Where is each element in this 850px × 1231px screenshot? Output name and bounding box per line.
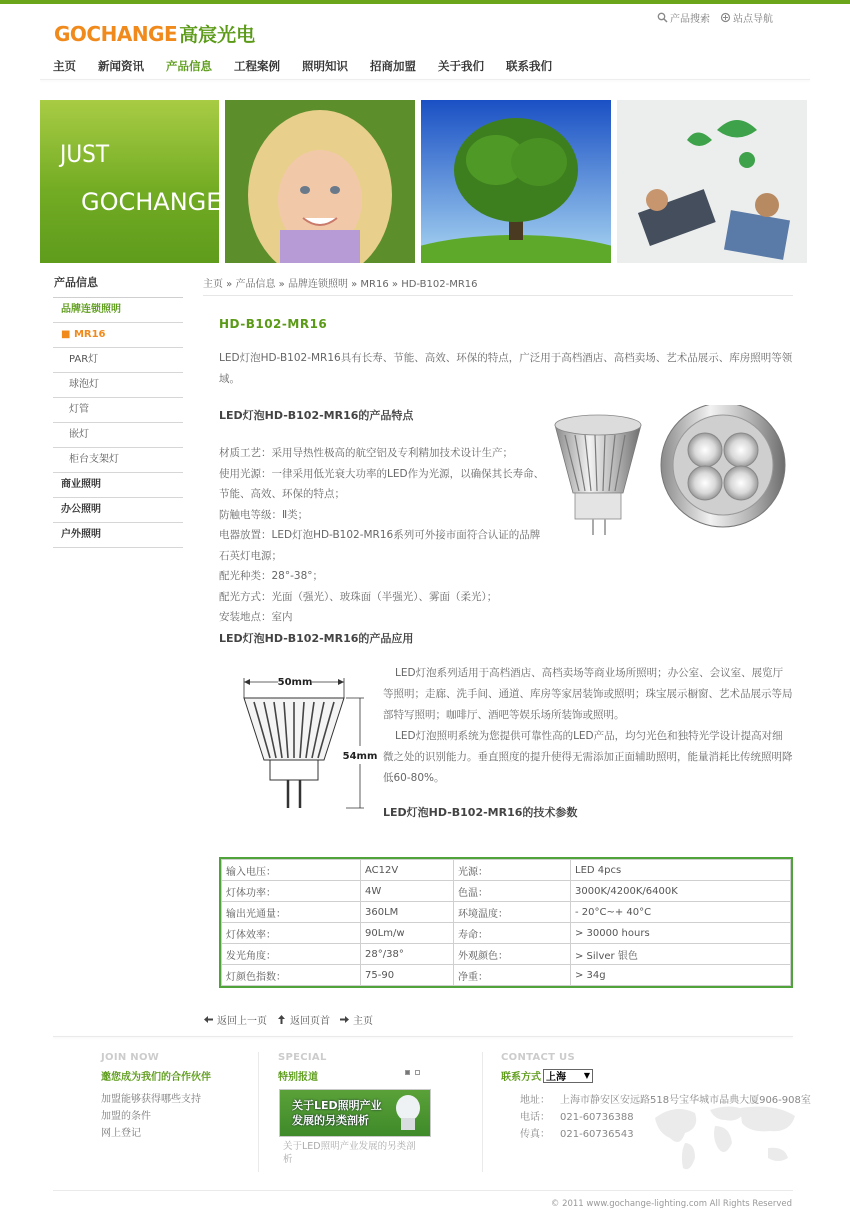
spec-label: 灯体效率： <box>222 923 361 944</box>
table-row <box>222 944 791 965</box>
application-paragraph-1: LED灯泡系列适用于高档酒店、高档卖场等商业场所照明；办公室、会议室、展览厅等照明；走廊、洗手间、通道、库房等家居装饰或照明；珠宝展示橱窗、艺术品展示等局部特写照明；咖啡厅、酒吧等娱乐场所装饰或照明。 <box>383 667 793 721</box>
breadcrumb-divider <box>203 295 793 296</box>
banner-photo-tree <box>421 100 611 263</box>
feature-item: 配光方式：光面（强光）、玻珠面（半强光）、雾面（柔光）； <box>219 590 498 603</box>
spec-value: > 34g <box>571 965 791 986</box>
chevron-down-icon: ▼ <box>583 1070 590 1080</box>
join-link-conditions[interactable]: 加盟的条件 <box>101 1111 151 1122</box>
table-row <box>222 923 791 944</box>
sitemap-link[interactable] <box>720 10 773 25</box>
dim-width-label: 50mm <box>277 677 313 688</box>
banner-slogan-panel <box>40 100 222 263</box>
copyright-divider <box>53 1190 793 1191</box>
arrow-right-icon <box>340 1015 349 1024</box>
contact-fax-row <box>520 1126 811 1143</box>
spec-value: - 20°C~+ 40°C <box>571 902 791 923</box>
address-label: 地址： <box>520 1095 550 1106</box>
banner-photo-kids-drawing <box>617 100 807 263</box>
footer-separator <box>258 1052 259 1172</box>
spec-label: 色温： <box>454 881 571 902</box>
join-link-register[interactable]: 网上登记 <box>101 1128 141 1139</box>
phone-label: 电话： <box>520 1112 550 1123</box>
feature-item: 安装地点：室内 <box>219 611 293 623</box>
special-report-image[interactable] <box>279 1089 431 1137</box>
nav-franchise[interactable]: 招商加盟 <box>370 59 416 73</box>
features-list <box>219 443 549 628</box>
sitemap-icon <box>720 12 731 23</box>
spec-table <box>219 857 793 988</box>
product-search-label: 产品搜索 <box>670 14 710 25</box>
sidebar-item-outdoor[interactable]: 户外照明 <box>53 523 183 548</box>
spec-value: 3000K/4200K/6400K <box>571 881 791 902</box>
footer-special <box>278 1052 327 1083</box>
feature-item: 配光种类：28°-38°； <box>219 570 324 582</box>
sidebar-item-tube[interactable]: 灯管 <box>53 398 183 423</box>
product-photo-mr16 <box>553 405 793 540</box>
fax-label: 传真： <box>520 1129 550 1140</box>
product-search-link[interactable] <box>657 10 710 25</box>
phone-value: 021-60736388 <box>560 1112 634 1123</box>
dimension-drawing <box>240 668 378 818</box>
spec-label: 寿命： <box>454 923 571 944</box>
feature-item: 防触电等级：Ⅱ类； <box>219 508 309 521</box>
top-accent-bar <box>0 0 850 4</box>
banner-photo-girl <box>225 100 415 263</box>
city-select[interactable] <box>543 1069 593 1083</box>
footer-contact <box>501 1052 593 1083</box>
sidebar-item-mr16[interactable] <box>53 323 183 348</box>
current-marker-icon: ■ <box>61 329 71 340</box>
nav-about[interactable]: 关于我们 <box>438 59 484 73</box>
join-heading: 邀您成为我们的合作伙伴 <box>101 1072 211 1083</box>
spec-value: 75-90 <box>361 965 454 986</box>
spec-value: 90Lm/w <box>361 923 454 944</box>
breadcrumb[interactable]: 主页 » 产品信息 » 品牌连锁照明 » MR16 » HD-B102-MR16 <box>203 279 478 290</box>
banner-slogan-line2: GOCHANGE <box>81 188 222 216</box>
nav-contact[interactable]: 联系我们 <box>506 59 552 73</box>
spec-label: 环境温度： <box>454 902 571 923</box>
carousel-dot[interactable] <box>405 1070 410 1075</box>
dim-height-label: 54mm <box>342 751 378 762</box>
nav-divider <box>40 79 810 80</box>
copyright: © 2011 www.gochange-lighting.com All Rights Reserved <box>550 1199 792 1209</box>
sidebar-item-mr16-label: MR16 <box>73 329 106 340</box>
logo-text-en: GOCHANGE <box>54 22 178 46</box>
logo-text-cn: 高宸光电 <box>179 24 256 46</box>
footer-separator <box>482 1052 483 1172</box>
main-nav <box>53 58 574 74</box>
carousel-dot[interactable] <box>415 1070 420 1075</box>
arrow-left-icon <box>204 1015 213 1024</box>
spec-value: AC12V <box>361 860 454 881</box>
led-bulb-icon <box>392 1094 424 1134</box>
join-link-support[interactable]: 加盟能够获得哪些支持 <box>101 1094 201 1105</box>
table-row <box>222 881 791 902</box>
special-image-line1: 关于LED照明产业 <box>292 1099 382 1112</box>
spec-label: 发光角度： <box>222 944 361 965</box>
sidebar-item-office[interactable]: 办公照明 <box>53 498 183 523</box>
table-row <box>222 860 791 881</box>
home-link-label: 主页 <box>353 1016 373 1027</box>
feature-item: 使用光源：一律采用低光衰大功率的LED作为光源，以确保其长寿命、节能、高效、环保的特点； <box>219 467 545 500</box>
site-logo[interactable] <box>54 20 255 46</box>
spec-label: 光源： <box>454 860 571 881</box>
join-kicker: JOIN NOW <box>101 1052 160 1063</box>
top-link-label: 返回页首 <box>290 1016 330 1027</box>
nav-news[interactable]: 新闻资讯 <box>98 59 144 73</box>
spec-value: > 30000 hours <box>571 923 791 944</box>
nav-home[interactable]: 主页 <box>53 59 76 73</box>
banner-slogan-line1: JUST <box>60 140 110 168</box>
application-heading: LED灯泡HD-B102-MR16的产品应用 <box>219 632 414 645</box>
sidebar-item-bulb[interactable]: 球泡灯 <box>53 373 183 398</box>
nav-products[interactable]: 产品信息 <box>166 59 212 73</box>
spec-label: 灯颜色指数： <box>222 965 361 986</box>
special-heading: 特别报道 <box>278 1072 318 1083</box>
hero-banner <box>40 100 810 263</box>
spec-label: 输入电压： <box>222 860 361 881</box>
home-link[interactable] <box>340 1012 373 1027</box>
special-report-caption[interactable]: 关于LED照明产业发展的另类剖析 <box>283 1141 416 1165</box>
feature-item: 电器放置：LED灯泡HD-B102-MR16系列可外接市面符合认证的品牌石英灯电源； <box>219 529 541 562</box>
contact-address-row <box>520 1092 811 1109</box>
page-return-nav <box>204 1012 373 1027</box>
spec-value: 28°/38° <box>361 944 454 965</box>
footer-join <box>101 1052 211 1142</box>
sidebar-title: 产品信息 <box>53 272 183 298</box>
application-paragraph-2: LED灯泡照明系统为您提供可靠性高的LED产品，均匀光色和独特光学设计提高对细微之处的识别能力。垂直照度的提升使得无需添加正面辅助照明，能量消耗比传统照明降低60-80%。 <box>383 730 793 784</box>
contact-heading-row <box>501 1068 593 1083</box>
footer-divider <box>53 1036 793 1037</box>
sitemap-label: 站点导航 <box>733 14 773 25</box>
special-image-line2: 发展的另类剖析 <box>292 1114 369 1127</box>
back-link-label: 返回上一页 <box>217 1016 267 1027</box>
address-value: 上海市静安区安远路518号宝华城市晶典大厦906-908室 <box>560 1095 811 1106</box>
product-title: HD-B102-MR16 <box>219 317 328 331</box>
nav-cases[interactable]: 工程案例 <box>234 59 280 73</box>
city-select-value: 上海 <box>546 1072 566 1083</box>
features-heading: LED灯泡HD-B102-MR16的产品特点 <box>219 409 414 422</box>
spec-heading: LED灯泡HD-B102-MR16的技术参数 <box>383 806 578 819</box>
table-row <box>222 965 791 986</box>
spec-value: > Silver 银色 <box>571 944 791 965</box>
sidebar-item-commercial[interactable]: 商业照明 <box>53 473 183 498</box>
carousel-dots <box>405 1070 420 1075</box>
product-intro: LED灯泡HD-B102-MR16具有长寿、节能、高效、环保的特点，广泛用于高档酒店、高档卖场、艺术品展示、库房照明等领域。 <box>219 352 793 385</box>
spec-value: 4W <box>361 881 454 902</box>
application-text <box>383 663 793 789</box>
top-link[interactable] <box>277 1012 330 1027</box>
spec-label: 外观颜色： <box>454 944 571 965</box>
contact-heading: 联系方式 <box>501 1072 541 1083</box>
sidebar-item-counter-bracket[interactable]: 柜台支架灯 <box>53 448 183 473</box>
spec-label: 输出光通量： <box>222 902 361 923</box>
spec-label: 净重： <box>454 965 571 986</box>
top-links <box>657 10 773 25</box>
sidebar-item-downlight[interactable]: 嵌灯 <box>53 423 183 448</box>
feature-item: 材质工艺：采用导热性极高的航空铝及专利精加技术设计生产； <box>219 447 513 459</box>
fax-value: 021-60736543 <box>560 1129 634 1140</box>
search-icon <box>657 12 668 23</box>
special-kicker: SPECIAL <box>278 1052 327 1063</box>
arrow-up-icon <box>277 1015 286 1024</box>
contact-kicker: CONTACT US <box>501 1052 575 1063</box>
spec-value: LED 4pcs <box>571 860 791 881</box>
table-row <box>222 902 791 923</box>
sidebar <box>53 272 183 548</box>
sidebar-item-par[interactable]: PAR灯 <box>53 348 183 373</box>
contact-phone-row <box>520 1109 811 1126</box>
special-image-text <box>292 1098 382 1128</box>
contact-details <box>520 1092 811 1143</box>
nav-knowledge[interactable]: 照明知识 <box>302 59 348 73</box>
sidebar-item-brand-chain[interactable]: 品牌连锁照明 <box>53 298 183 323</box>
spec-value: 360LM <box>361 902 454 923</box>
back-link[interactable] <box>204 1012 267 1027</box>
spec-label: 灯体功率： <box>222 881 361 902</box>
